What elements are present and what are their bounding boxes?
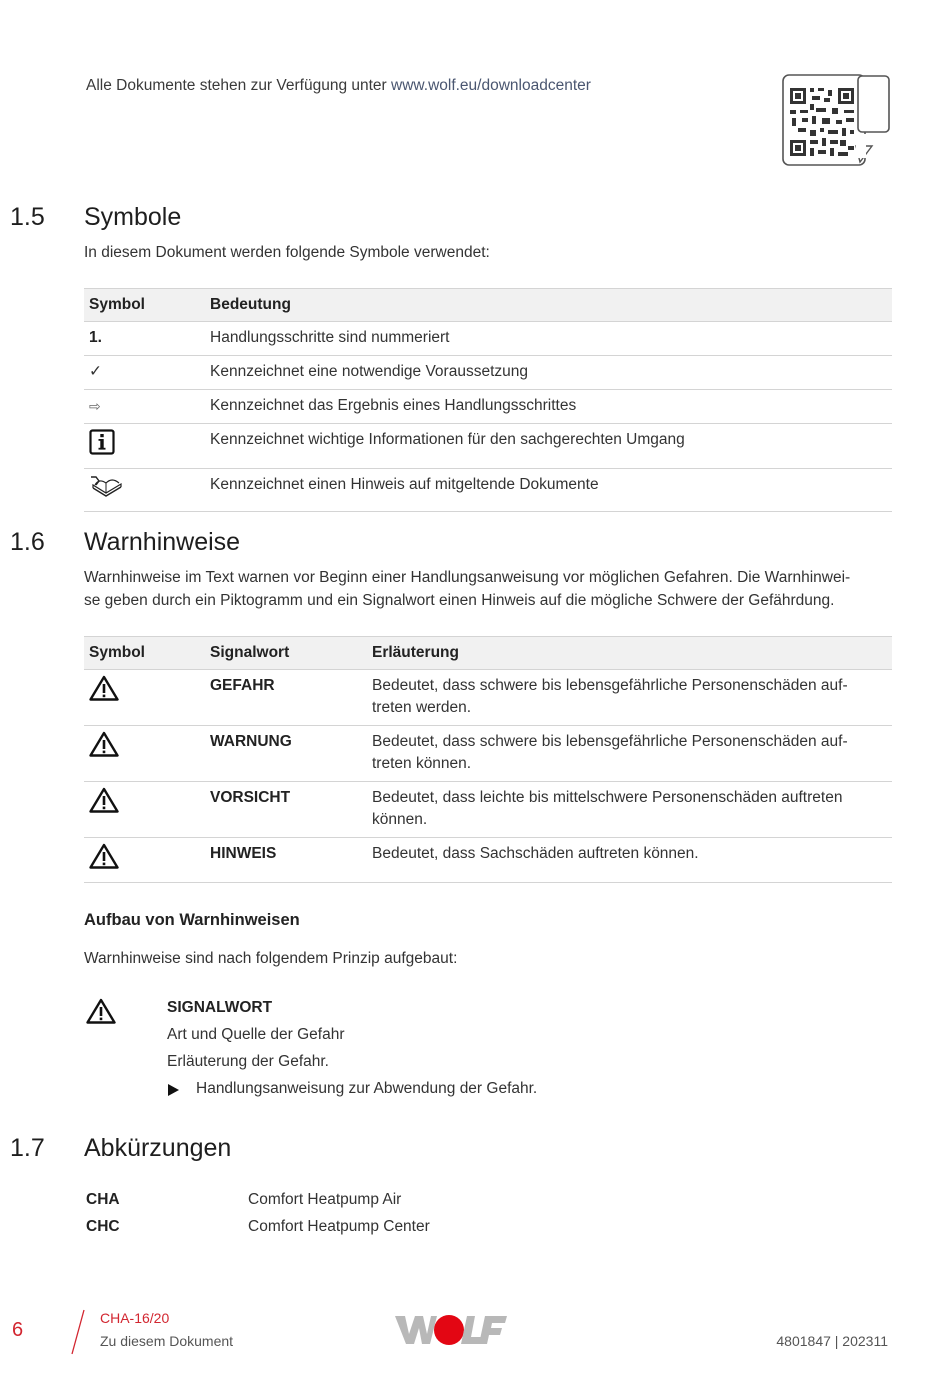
- column-header: Bedeutung: [205, 289, 892, 322]
- signal-word: WARNUNG: [205, 726, 367, 782]
- intro-line: Warnhinweise im Text warnen vor Beginn einer Handlungsanweisung vor möglichen Gefahren. Die Warnhinwei-: [84, 569, 851, 586]
- table-row: [84, 356, 892, 390]
- info-icon: [89, 429, 115, 455]
- table-header-row: [84, 289, 892, 322]
- table-row: [84, 322, 892, 356]
- checkmark-icon: ✓: [84, 356, 205, 390]
- warning-triangle-icon: [86, 998, 116, 1024]
- wolf-logo: [393, 1312, 509, 1348]
- explanation-line: Bedeutet, dass schwere bis lebensgefährliche Personenschäden auf-: [372, 677, 848, 694]
- chapter-name: Zu diesem Dokument: [100, 1333, 234, 1349]
- document-number: 4801847 | 202311: [776, 1333, 888, 1349]
- column-header: Symbol: [84, 289, 205, 322]
- example-action: Handlungsanweisung zur Abwendung der Gefahr.: [196, 1080, 538, 1097]
- section-title: Warnhinweise: [84, 528, 241, 556]
- action-arrow-icon: [167, 1083, 180, 1097]
- warning-triangle-icon: [89, 787, 119, 813]
- section-title: Symbole: [84, 203, 182, 231]
- explanation-line: Bedeutet, dass leichte bis mittelschwere Personenschäden auftreten: [372, 789, 843, 806]
- intro-line: se geben durch ein Piktogramm und ein Signalwort einen Hinweis auf die mögliche Schwere der Gefährdung.: [84, 591, 835, 609]
- download-notice-text: Alle Dokumente stehen zur Verfügung unter: [86, 77, 392, 94]
- table-row: [84, 782, 892, 838]
- warning-triangle-icon: [89, 731, 119, 757]
- result-arrow-icon: ⇨: [84, 390, 205, 424]
- section-number: 1.5: [10, 203, 45, 231]
- book-reference-icon: [89, 474, 123, 498]
- symbol-meaning: Kennzeichnet das Ergebnis eines Handlungsschrittes: [205, 390, 892, 424]
- subsection-intro: Warnhinweise sind nach folgendem Prinzip aufgebaut:: [84, 950, 458, 967]
- table-row: [84, 670, 892, 726]
- example-hazard-source: Art und Quelle der Gefahr: [167, 1026, 345, 1043]
- symbol-meaning: Kennzeichnet eine notwendige Voraussetzung: [205, 356, 892, 390]
- table-row: [84, 390, 892, 424]
- symbol-meaning: Kennzeichnet wichtige Informationen für den sachgerechten Umgang: [205, 424, 892, 469]
- page-number: 6: [12, 1319, 24, 1341]
- section-number: 1.7: [10, 1134, 45, 1162]
- document-id: CHA-16/20: [100, 1310, 170, 1326]
- section-intro: [84, 567, 894, 612]
- explanation-line: Bedeutet, dass schwere bis lebensgefährliche Personenschäden auf-: [372, 733, 848, 750]
- signal-word: GEFAHR: [205, 670, 367, 726]
- table-header-row: [84, 637, 892, 670]
- example-signal-word: SIGNALWORT: [167, 999, 273, 1016]
- abbreviation-meaning: Comfort Heatpump Air: [248, 1191, 402, 1208]
- example-hazard-explanation: Erläuterung der Gefahr.: [167, 1053, 329, 1070]
- table-row: [84, 469, 892, 512]
- section-intro: In diesem Dokument werden folgende Symbole verwendet:: [84, 244, 490, 261]
- column-header: Symbol: [84, 637, 205, 670]
- column-header: Erläuterung: [367, 637, 892, 670]
- explanation-line: Bedeutet, dass Sachschäden auftreten können.: [372, 845, 699, 862]
- symbol-meaning: Kennzeichnet einen Hinweis auf mitgeltende Dokumente: [205, 469, 892, 512]
- symbol-meaning: Handlungsschritte sind nummeriert: [205, 322, 892, 356]
- table-row: [84, 838, 892, 883]
- symbols-table: [84, 288, 892, 512]
- column-header: Signalwort: [205, 637, 367, 670]
- warning-triangle-icon: [89, 843, 119, 869]
- qr-code-phone-icon: [782, 74, 892, 168]
- warning-triangle-icon: [89, 675, 119, 701]
- explanation-line: treten können.: [372, 755, 472, 772]
- download-notice: [86, 77, 591, 95]
- subsection-heading: Aufbau von Warnhinweisen: [84, 911, 300, 929]
- abbreviation: CHA: [86, 1191, 120, 1208]
- section-number: 1.6: [10, 528, 45, 556]
- abbreviation: CHC: [86, 1218, 120, 1235]
- explanation-line: können.: [372, 811, 428, 828]
- explanation-line: treten werden.: [372, 699, 472, 716]
- downloadcenter-link[interactable]: www.wolf.eu/downloadcenter: [391, 77, 591, 94]
- warnings-table: [84, 636, 892, 883]
- signal-word: HINWEIS: [205, 838, 367, 883]
- section-title: Abkürzungen: [84, 1134, 232, 1162]
- step-number-symbol: 1.: [84, 322, 205, 356]
- table-row: [84, 424, 892, 469]
- table-row: [84, 726, 892, 782]
- signal-word: VORSICHT: [205, 782, 367, 838]
- abbreviation-meaning: Comfort Heatpump Center: [248, 1218, 430, 1235]
- footer-divider: [66, 1308, 90, 1356]
